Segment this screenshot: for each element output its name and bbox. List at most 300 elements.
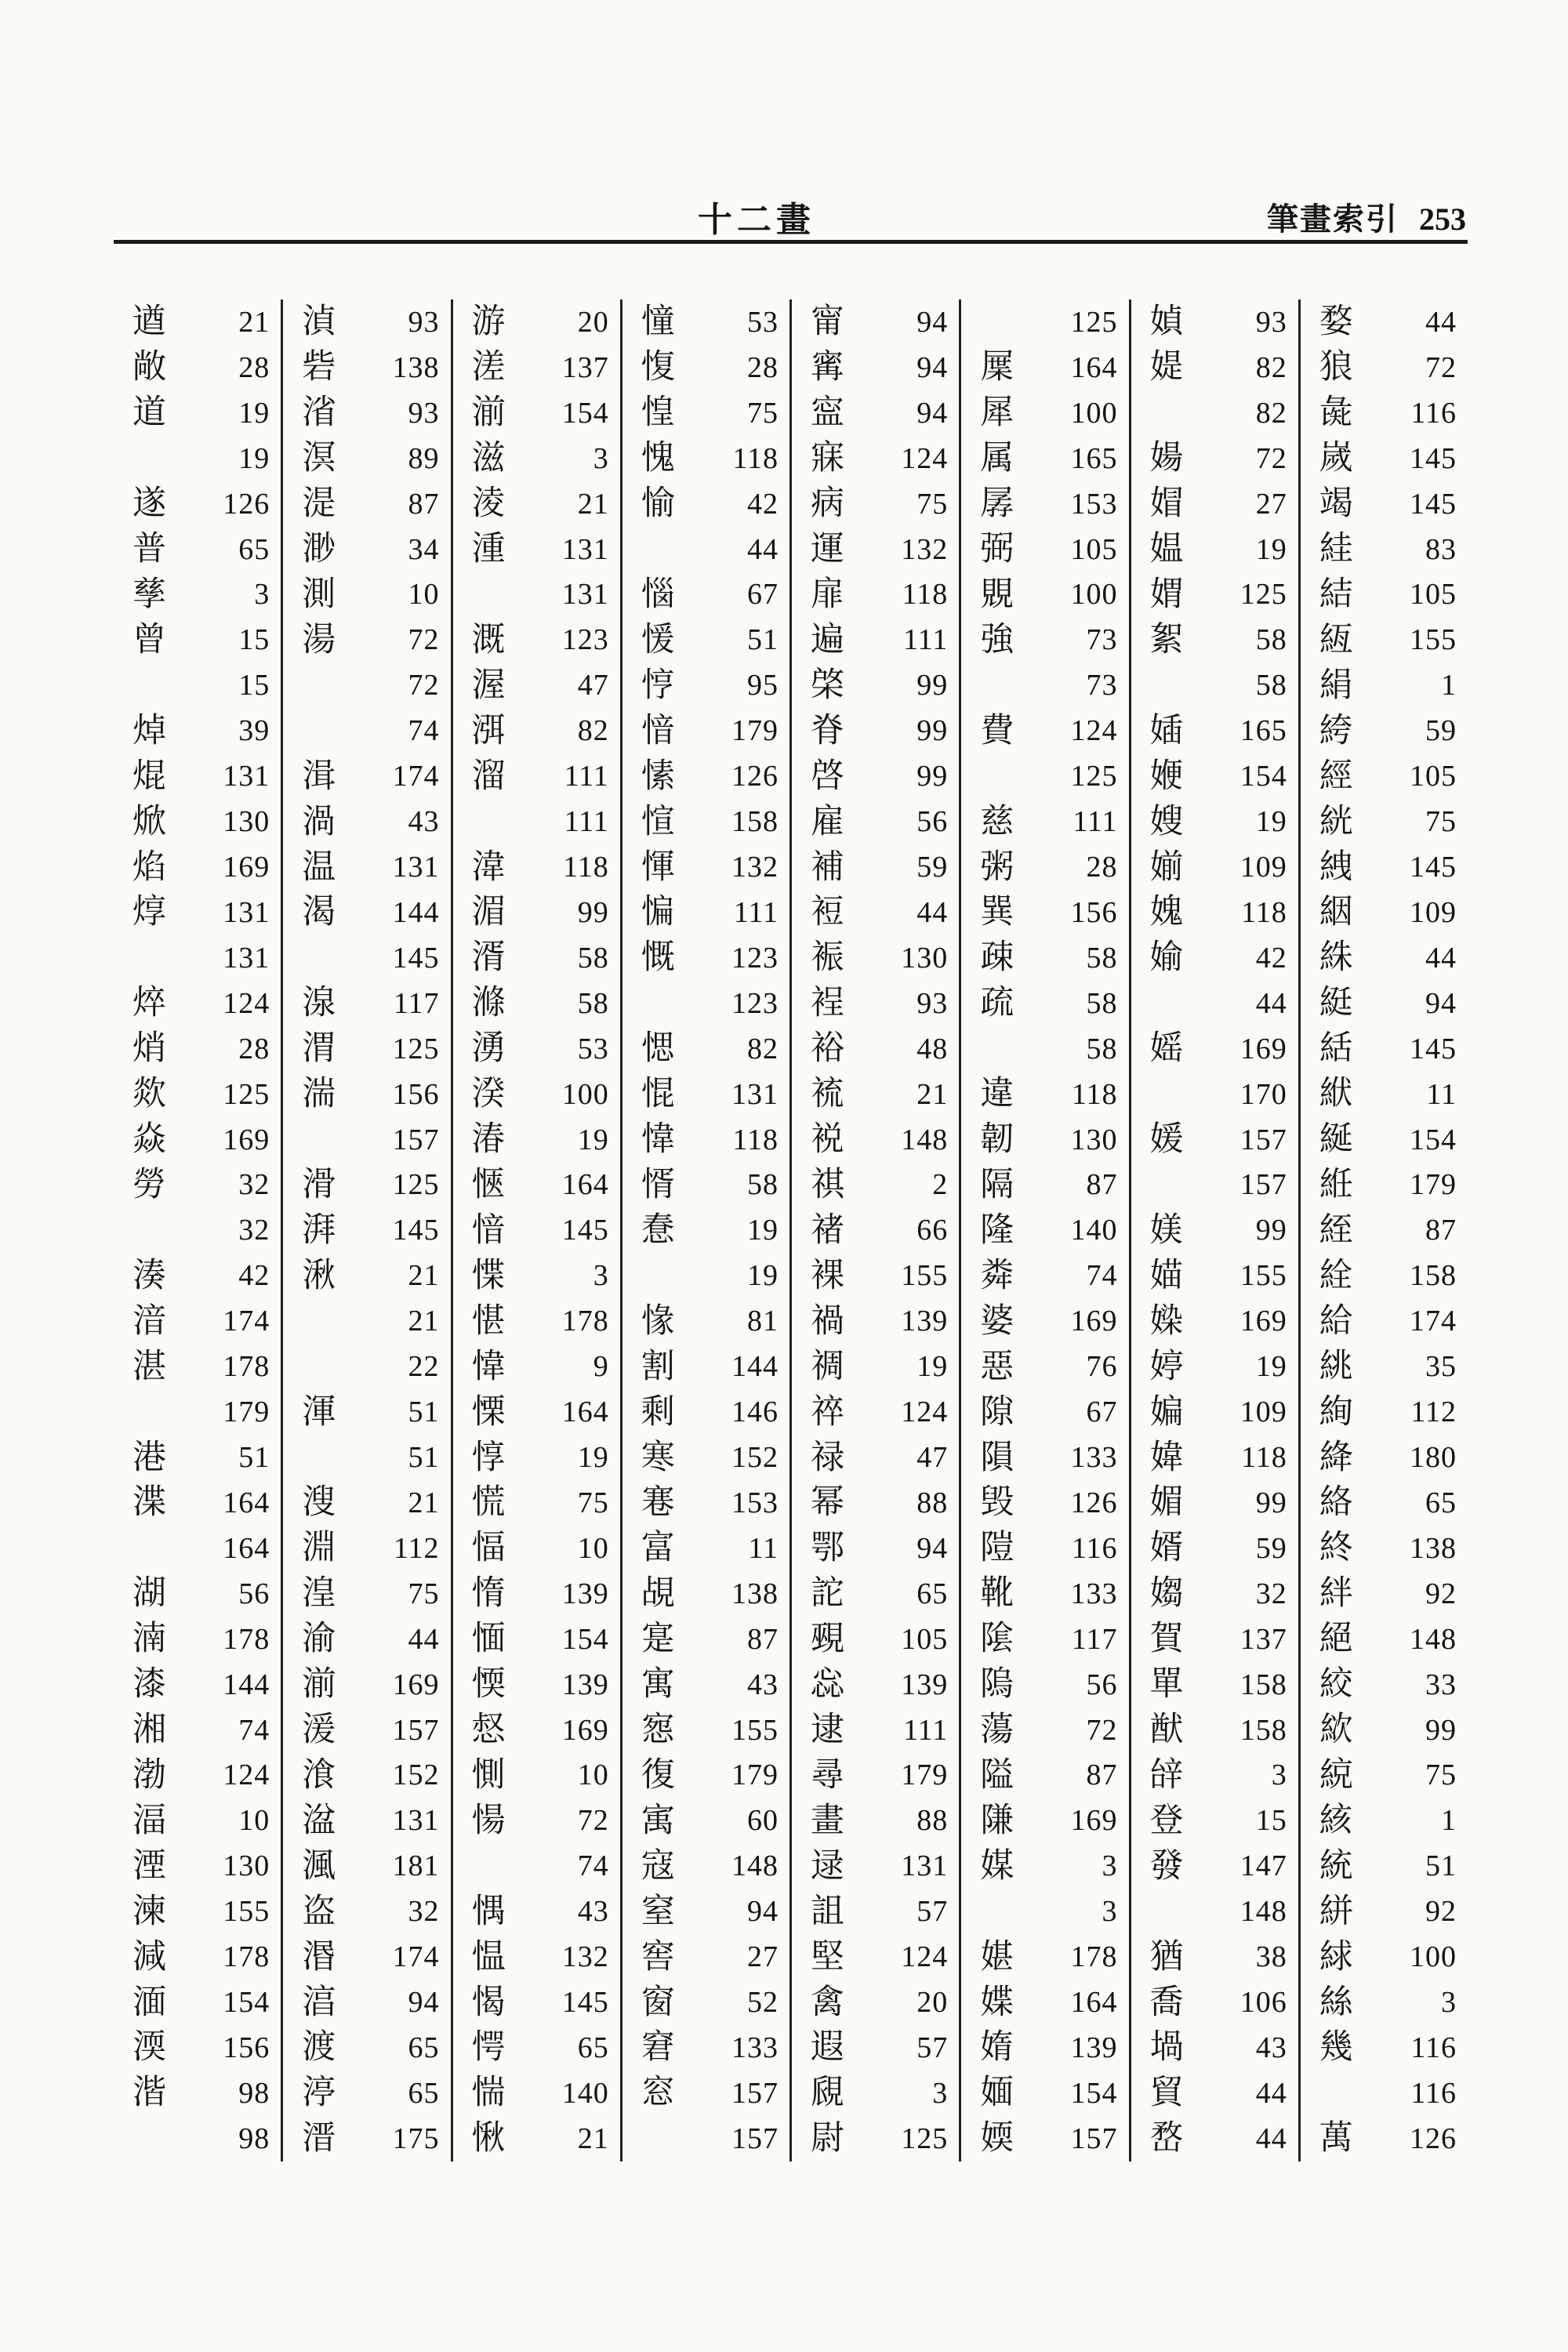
entry-page-number: 153 — [1070, 487, 1118, 521]
entry-character: 孱 — [980, 485, 1014, 523]
index-entry — [453, 2116, 620, 2161]
entry-character: 渭 — [302, 1030, 336, 1068]
index-entry — [792, 1843, 959, 1889]
entry-page-number: 43 — [408, 805, 440, 839]
index-entry — [792, 1253, 959, 1298]
entry-character: 滌 — [471, 985, 506, 1022]
entry-page-number: 158 — [731, 805, 779, 839]
index-entry — [961, 1253, 1128, 1298]
entry-page-number: 44 — [916, 895, 949, 929]
index-entry — [1131, 1526, 1298, 1571]
entry-page-number: 43 — [1255, 2031, 1287, 2064]
entry-character: 絏 — [1319, 848, 1353, 886]
index-entry — [1131, 753, 1298, 799]
index-column-8 — [1298, 299, 1468, 2161]
entry-page-number: 73 — [1086, 669, 1118, 702]
entry-page-number: 158 — [1240, 1713, 1287, 1747]
index-entry — [1131, 935, 1298, 981]
entry-page-number: 20 — [916, 1986, 949, 2020]
entry-page-number: 9 — [593, 1350, 609, 1384]
entry-page-number: 67 — [1086, 1396, 1118, 1429]
index-entry — [114, 890, 281, 935]
entry-character: 慨 — [641, 939, 675, 977]
entry-page-number: 157 — [392, 1123, 440, 1156]
index-entry — [1131, 299, 1298, 345]
index-entry — [283, 1934, 450, 1980]
entry-page-number: 65 — [1425, 1486, 1457, 1519]
index-entry — [792, 436, 959, 481]
index-entry — [622, 1117, 789, 1163]
entry-page-number: 43 — [747, 1668, 779, 1701]
entry-page-number: 126 — [223, 487, 270, 521]
entry-character: 㛼 — [1149, 712, 1184, 750]
entry-character: 愖 — [471, 1302, 506, 1340]
entry-page-number: 58 — [577, 941, 609, 975]
entry-character: 湲 — [302, 1711, 336, 1749]
index-entry — [1301, 527, 1468, 572]
index-entry — [114, 1480, 281, 1526]
index-entry — [1301, 1163, 1468, 1208]
entry-character: 遍 — [811, 621, 844, 659]
entry-page-number: 131 — [561, 578, 609, 612]
entry-character: 渳 — [471, 712, 506, 750]
entry-character: 湛 — [132, 1348, 166, 1385]
index-entry — [114, 572, 281, 618]
entry-page-number: 21 — [408, 1259, 440, 1293]
entry-character: 悙 — [641, 666, 675, 704]
entry-page-number: 75 — [577, 1486, 609, 1519]
entry-page-number: 138 — [1410, 1531, 1457, 1565]
entry-character: 媟 — [980, 1984, 1014, 2021]
index-entry — [792, 1571, 959, 1617]
entry-page-number: 3 — [593, 1259, 609, 1293]
entry-page-number: 148 — [901, 1123, 949, 1156]
entry-character: 絣 — [1319, 1893, 1353, 1930]
entry-page-number: 3 — [254, 578, 270, 612]
entry-character: 裎 — [811, 985, 844, 1022]
index-entry — [1131, 1753, 1298, 1798]
entry-page-number: 109 — [1240, 1396, 1287, 1429]
index-entry — [283, 481, 450, 527]
entry-character: 媌 — [1149, 1257, 1184, 1294]
entry-page-number: 94 — [408, 1986, 440, 2020]
index-entry — [622, 935, 789, 981]
index-entry — [961, 527, 1128, 572]
entry-character: 湃 — [302, 1211, 336, 1249]
index-entry — [622, 1344, 789, 1389]
index-entry — [453, 1298, 620, 1344]
entry-character: 渤 — [132, 1756, 166, 1794]
entry-page-number: 1 — [1441, 669, 1457, 702]
entry-character: 惴 — [471, 2074, 506, 2112]
entry-page-number: 1 — [1441, 1804, 1457, 1838]
entry-page-number: 19 — [238, 441, 270, 475]
entry-character: 属 — [980, 440, 1014, 477]
entry-page-number: 156 — [1070, 895, 1118, 929]
entry-page-number: 133 — [1070, 1441, 1118, 1474]
entry-character: 溍 — [302, 2120, 336, 2158]
index-entry — [1301, 572, 1468, 618]
entry-character: 尉 — [811, 2120, 844, 2158]
entry-character: 逮 — [811, 1711, 844, 1749]
index-entry — [114, 1163, 281, 1208]
entry-character: 漆 — [132, 1666, 166, 1704]
entry-character: 媁 — [1149, 1439, 1184, 1476]
index-entry — [792, 1117, 959, 1163]
index-entry — [114, 1980, 281, 2025]
entry-page-number: 76 — [1086, 1350, 1118, 1384]
entry-page-number: 65 — [408, 2031, 440, 2064]
entry-character: 愧 — [641, 440, 675, 477]
index-entry — [283, 1117, 450, 1163]
index-entry — [114, 935, 281, 981]
entry-character: 隕 — [980, 1439, 1014, 1476]
index-entry — [1131, 890, 1298, 935]
index-entry — [453, 1980, 620, 2025]
entry-character: 詛 — [811, 1893, 844, 1930]
index-entry — [114, 1753, 281, 1798]
entry-page-number: 48 — [916, 1032, 949, 1065]
entry-page-number: 125 — [1070, 760, 1118, 793]
entry-page-number: 58 — [1255, 669, 1287, 702]
entry-page-number: 154 — [223, 1986, 270, 2020]
entry-character: 強 — [980, 621, 1014, 659]
index-entry — [1301, 1480, 1468, 1526]
entry-character: 辝 — [1149, 1756, 1184, 1794]
index-entry — [1301, 299, 1468, 345]
entry-character: 絡 — [1319, 1484, 1353, 1522]
index-entry — [1301, 436, 1468, 481]
entry-character: 惡 — [980, 1348, 1014, 1385]
entry-character: 媛 — [1149, 1121, 1184, 1159]
entry-page-number: 66 — [916, 1214, 949, 1247]
entry-page-number: 3 — [1102, 1849, 1118, 1883]
entry-character: 滑 — [302, 1166, 336, 1203]
index-entry — [622, 2116, 789, 2161]
entry-character: 韌 — [980, 1121, 1014, 1159]
entry-page-number: 35 — [1425, 1350, 1457, 1384]
index-entry — [283, 390, 450, 436]
index-entry — [453, 1389, 620, 1435]
index-entry — [114, 1117, 281, 1163]
index-entry — [1131, 345, 1298, 390]
entry-page-number: 100 — [1410, 1940, 1457, 1974]
entry-character: 渦 — [302, 803, 336, 840]
entry-page-number: 124 — [223, 986, 270, 1020]
index-entry — [622, 1934, 789, 1980]
entry-character: 湌 — [302, 1756, 336, 1794]
entry-character: 絯 — [1319, 1802, 1353, 1839]
entry-character: 隖 — [980, 1666, 1014, 1704]
entry-page-number: 157 — [1240, 1123, 1287, 1156]
index-entry — [792, 1708, 959, 1753]
entry-character: 渺 — [302, 531, 336, 568]
entry-page-number: 87 — [1086, 1168, 1118, 1202]
entry-character: 愐 — [471, 1621, 506, 1658]
index-entry — [622, 1571, 789, 1617]
index-entry — [283, 1753, 450, 1798]
index-entry — [792, 1298, 959, 1344]
index-entry — [1131, 481, 1298, 527]
index-entry — [453, 708, 620, 753]
index-entry — [453, 935, 620, 981]
index-entry — [283, 1026, 450, 1072]
entry-page-number: 109 — [1240, 851, 1287, 884]
entry-page-number: 82 — [1255, 396, 1287, 430]
index-entry — [792, 935, 959, 981]
index-entry — [792, 1207, 959, 1253]
index-entry — [114, 1207, 281, 1253]
entry-character: 絳 — [1319, 1439, 1353, 1476]
entry-character: 溉 — [471, 621, 506, 659]
index-entry — [283, 2025, 450, 2071]
entry-page-number: 99 — [1425, 1713, 1457, 1747]
entry-character: 溟 — [302, 440, 336, 477]
entry-page-number: 126 — [1410, 2122, 1457, 2155]
index-entry — [1301, 345, 1468, 390]
index-entry — [1131, 1798, 1298, 1843]
index-entry — [283, 299, 450, 345]
entry-page-number: 145 — [1410, 851, 1457, 884]
index-column-7 — [1129, 299, 1298, 2161]
entry-character: 窒 — [641, 1893, 675, 1930]
entry-character: 媿 — [1149, 894, 1184, 931]
entry-character: 絝 — [1319, 712, 1353, 750]
entry-character: 割 — [641, 1348, 675, 1385]
entry-page-number: 154 — [1070, 2076, 1118, 2110]
index-entry — [622, 1480, 789, 1526]
entry-page-number: 65 — [238, 532, 270, 566]
entry-page-number: 164 — [223, 1531, 270, 1565]
entry-character: 給 — [1319, 1302, 1353, 1340]
entry-page-number: 15 — [238, 669, 270, 702]
index-entry — [283, 436, 450, 481]
entry-page-number: 164 — [1070, 350, 1118, 384]
entry-page-number: 130 — [223, 805, 270, 839]
entry-page-number: 179 — [1410, 1168, 1457, 1202]
index-entry — [622, 1298, 789, 1344]
entry-page-number: 112 — [393, 1531, 440, 1565]
entry-page-number: 130 — [223, 1849, 270, 1883]
entry-page-number: 154 — [1240, 760, 1287, 793]
entry-character: 絲 — [1319, 1984, 1353, 2021]
index-entry — [1301, 1526, 1468, 1571]
entry-character: 綖 — [1319, 1121, 1353, 1159]
entry-character: 絆 — [1319, 1575, 1353, 1613]
entry-page-number: 131 — [223, 941, 270, 975]
entry-character: 費 — [980, 712, 1014, 750]
entry-page-number: 94 — [916, 396, 949, 430]
entry-page-number: 164 — [1070, 1986, 1118, 2020]
entry-character: 湄 — [471, 894, 506, 931]
entry-page-number: 95 — [747, 669, 779, 702]
entry-page-number: 89 — [408, 441, 440, 475]
index-entry — [1131, 1298, 1298, 1344]
index-entry — [114, 299, 281, 345]
entry-character: 焱 — [132, 1121, 166, 1159]
entry-character: 渡 — [302, 2029, 336, 2067]
entry-page-number: 126 — [1070, 1486, 1118, 1519]
entry-page-number: 144 — [392, 895, 440, 929]
entry-page-number: 75 — [747, 396, 779, 430]
index-entry — [1131, 1571, 1298, 1617]
entry-page-number: 22 — [408, 1350, 440, 1384]
entry-page-number: 51 — [747, 623, 779, 657]
index-entry — [1301, 890, 1468, 935]
entry-page-number: 57 — [916, 2031, 949, 2064]
entry-page-number: 157 — [1240, 1168, 1287, 1202]
entry-page-number: 174 — [1410, 1305, 1457, 1338]
index-entry — [1131, 799, 1298, 844]
index-entry — [453, 1934, 620, 1980]
entry-page-number: 88 — [916, 1804, 949, 1838]
entry-character: 絹 — [1319, 666, 1353, 704]
entry-page-number: 60 — [747, 1804, 779, 1838]
entry-page-number: 99 — [1255, 1486, 1287, 1519]
index-entry — [114, 1072, 281, 1117]
entry-page-number: 164 — [223, 1486, 270, 1519]
index-entry — [961, 753, 1128, 799]
entry-page-number: 116 — [1410, 2031, 1457, 2064]
index-entry — [1301, 1298, 1468, 1344]
index-entry — [283, 617, 450, 662]
entry-page-number: 131 — [901, 1849, 949, 1883]
index-entry — [1301, 1344, 1468, 1389]
index-entry — [453, 1344, 620, 1389]
entry-page-number: 58 — [577, 986, 609, 1020]
entry-character: 渻 — [302, 394, 336, 432]
entry-page-number: 118 — [732, 1123, 779, 1156]
section-title: 十二畫 — [698, 201, 815, 239]
entry-page-number: 155 — [1240, 1259, 1287, 1293]
index-entry — [622, 1163, 789, 1208]
index-entry — [114, 844, 281, 890]
entry-page-number: 27 — [747, 1940, 779, 1974]
entry-page-number: 133 — [1070, 1577, 1118, 1610]
entry-page-number: 32 — [238, 1214, 270, 1247]
index-entry — [961, 1480, 1128, 1526]
entry-character: 惰 — [471, 1575, 506, 1613]
entry-character: 嵍 — [1149, 2120, 1184, 2158]
entry-page-number: 155 — [223, 1895, 270, 1929]
index-entry — [622, 1617, 789, 1662]
entry-character: 愃 — [641, 803, 675, 840]
entry-page-number: 125 — [392, 1168, 440, 1202]
index-entry — [283, 1207, 450, 1253]
index-entry — [1131, 1026, 1298, 1072]
index-entry — [114, 617, 281, 662]
entry-page-number: 169 — [392, 1668, 440, 1701]
index-entry — [792, 1435, 959, 1480]
index-entry — [114, 753, 281, 799]
entry-page-number: 125 — [901, 2122, 949, 2155]
entry-page-number: 123 — [561, 623, 609, 657]
index-entry — [453, 436, 620, 481]
index-entry — [1301, 1843, 1468, 1889]
index-entry — [453, 1662, 620, 1708]
entry-character: 覘 — [641, 1575, 675, 1613]
entry-character: 絚 — [1319, 621, 1353, 659]
index-entry — [792, 890, 959, 935]
entry-page-number: 82 — [747, 1032, 779, 1065]
entry-character: 減 — [132, 1938, 166, 1976]
index-entry — [622, 1843, 789, 1889]
index-entry — [453, 1072, 620, 1117]
index-entry — [1131, 1163, 1298, 1208]
entry-character: 湳 — [132, 1621, 166, 1658]
index-entry — [792, 708, 959, 753]
entry-page-number: 21 — [238, 305, 270, 339]
entry-character: 焜 — [132, 757, 166, 795]
index-entry — [792, 2071, 959, 2116]
index-entry — [283, 1072, 450, 1117]
index-entry — [792, 662, 959, 708]
index-entry — [114, 390, 281, 436]
entry-character: 媄 — [1149, 1211, 1184, 1249]
entry-character: 扉 — [811, 575, 844, 613]
entry-page-number: 39 — [238, 714, 270, 748]
entry-page-number: 99 — [577, 895, 609, 929]
index-entry — [792, 2025, 959, 2071]
index-entry — [961, 844, 1128, 890]
index-entry — [792, 1889, 959, 1934]
entry-character: 曾 — [132, 621, 166, 659]
index-entry — [453, 1753, 620, 1798]
entry-page-number: 21 — [916, 1077, 949, 1111]
entry-page-number: 111 — [733, 895, 779, 929]
index-entry — [453, 617, 620, 662]
index-entry — [1301, 662, 1468, 708]
entry-character: 嵗 — [1319, 440, 1353, 477]
entry-page-number: 72 — [408, 669, 440, 702]
index-entry — [792, 1026, 959, 1072]
entry-character: 裗 — [811, 1076, 844, 1113]
entry-page-number: 157 — [1070, 2122, 1118, 2155]
entry-character: 統 — [1319, 1847, 1353, 1885]
entry-character: 婆 — [980, 1302, 1014, 1340]
entry-page-number: 116 — [1410, 396, 1457, 430]
entry-page-number: 178 — [223, 1350, 270, 1384]
entry-character: 綂 — [1319, 1756, 1353, 1794]
entry-page-number: 56 — [238, 1577, 270, 1610]
index-entry — [114, 481, 281, 527]
entry-character: 寗 — [811, 349, 844, 387]
index-entry — [792, 1480, 959, 1526]
entry-page-number: 34 — [408, 532, 440, 566]
entry-page-number: 174 — [392, 1940, 440, 1974]
entry-page-number: 72 — [577, 1804, 609, 1838]
entry-character: 媠 — [980, 2029, 1014, 2067]
index-entry — [961, 617, 1128, 662]
entry-page-number: 32 — [238, 1168, 270, 1202]
entry-page-number: 174 — [392, 760, 440, 793]
index-entry — [792, 617, 959, 662]
index-entry — [1301, 2025, 1468, 2071]
index-entry — [1131, 1072, 1298, 1117]
entry-character: 終 — [1319, 1530, 1353, 1567]
entry-page-number: 75 — [1425, 805, 1457, 839]
entry-character: 湯 — [302, 621, 336, 659]
entry-page-number: 179 — [901, 1759, 949, 1792]
entry-character: 遂 — [132, 485, 166, 523]
entry-character: 湝 — [132, 2074, 166, 2112]
index-entry — [283, 753, 450, 799]
index-entry — [792, 1526, 959, 1571]
entry-character: 窗 — [641, 1984, 675, 2021]
entry-character: 湆 — [132, 1302, 166, 1340]
index-entry — [961, 1662, 1128, 1708]
entry-character: 萬 — [1319, 2120, 1353, 2158]
